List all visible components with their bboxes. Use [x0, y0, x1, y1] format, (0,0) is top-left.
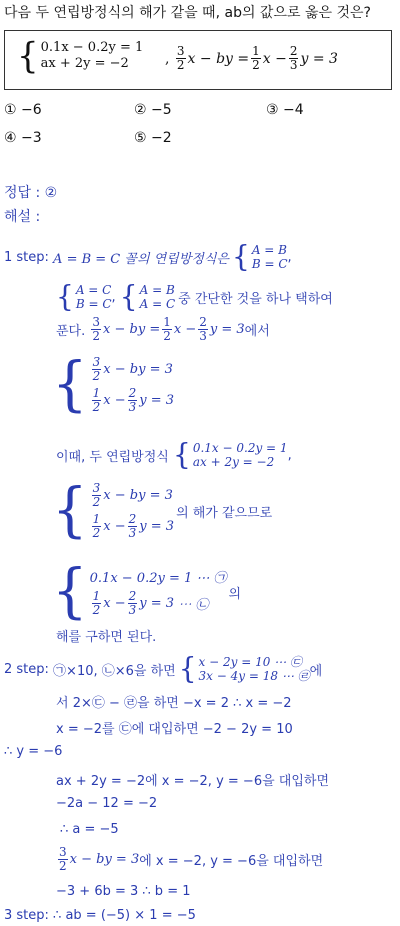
- system-3: { $\frac{3}{2}$ x − by = 3 $\frac{1}{2}$ x − $\frac{2}{3}$ y = 3: [52, 350, 175, 419]
- option-5[interactable]: ⑤ −2: [134, 130, 172, 146]
- system-4: { $\frac{3}{2}$ x − by = 3 $\frac{1}{2}$ x − $\frac{2}{3}$ y = 3 의 해가 같으므로: [52, 476, 273, 545]
- option-4[interactable]: ④ −3: [4, 130, 42, 146]
- step2-line7: ∴ a = −5: [60, 822, 119, 837]
- system-1-eq2: ax + 2y = −2: [40, 56, 129, 71]
- option-3[interactable]: ③ −4: [266, 102, 304, 118]
- step2-line2: 서 2×㉢ − ㉣을 하면 −x = 2 ∴ x = −2: [56, 696, 292, 711]
- system-5: { 0.1x − 0.2y = 1 ⋯ ㉠ $\frac{1}{2}$ x − $\frac{2}{3}$ y = 3 ⋯ ㉡ 의: [52, 557, 242, 626]
- step2-line5: ax + 2y = −2에 x = −2, y = −6을 대입하면: [56, 774, 330, 789]
- step2-line6: −2a − 12 = −2: [56, 796, 158, 811]
- solve-line: 해를 구하면 된다.: [56, 630, 157, 645]
- system-2: , $\frac{3}{2}$ x − by = $\frac{1}{2}$ x − $\frac{2}{3}$ y = 3: [165, 44, 338, 72]
- step2-label: 2 step:: [4, 661, 49, 677]
- step3-label: 3 step:: [4, 908, 49, 923]
- problem-box: [4, 30, 392, 90]
- then-line: 이때, 두 연립방정식 { 0.1x − 0.2y = 1 ax + 2y = −2 ,: [56, 437, 292, 472]
- step3-line: 3 step: ∴ ab = (−5) × 1 = −5: [4, 908, 196, 923]
- step1-equation: 푼다. $\frac{3}{2}$ x − by = $\frac{1}{2}$ x − $\frac{2}{3}$ y = 3 에서: [56, 315, 270, 343]
- step2-line8: $\frac{3}{2}$ x − by = 3 에 x = −2, y = −6을 대입하면: [59, 845, 324, 873]
- step1-label: 1 step:: [4, 249, 49, 265]
- step2-line3: x = −2를 ㉢에 대입하면 −2 − 2y = 10: [56, 722, 293, 737]
- step1-systems: { A = C B = C , { A = B A = C 중 간단한 것을 하나 택하여: [56, 279, 333, 314]
- system-1-eq1: 0.1x − 0.2y = 1: [40, 40, 144, 55]
- step1-line: 1 step: A = B = C 꼴의 연립방정식은 { A = B B = C ,: [4, 239, 292, 274]
- answer-text: 정답 : ②: [4, 185, 58, 201]
- option-2[interactable]: ② −5: [134, 102, 172, 118]
- question-text: 다음 두 연립방정식의 해가 같을 때, ab의 값으로 옳은 것은?: [4, 5, 371, 21]
- system-1: { 0.1x − 0.2y = 1 ax + 2y = −2: [17, 35, 144, 77]
- step2-line: 2 step: ㉠×10, ㉡×6을 하면 { x − 2y = 10 ⋯ ㉢ 3x − 4y = 18 ⋯ ㉣ 에: [4, 651, 323, 686]
- step2-line9: −3 + 6b = 3 ∴ b = 1: [56, 884, 191, 899]
- option-1[interactable]: ① −6: [4, 102, 42, 118]
- explanation-label: 해설 :: [4, 209, 41, 225]
- step2-line4: ∴ y = −6: [4, 744, 63, 759]
